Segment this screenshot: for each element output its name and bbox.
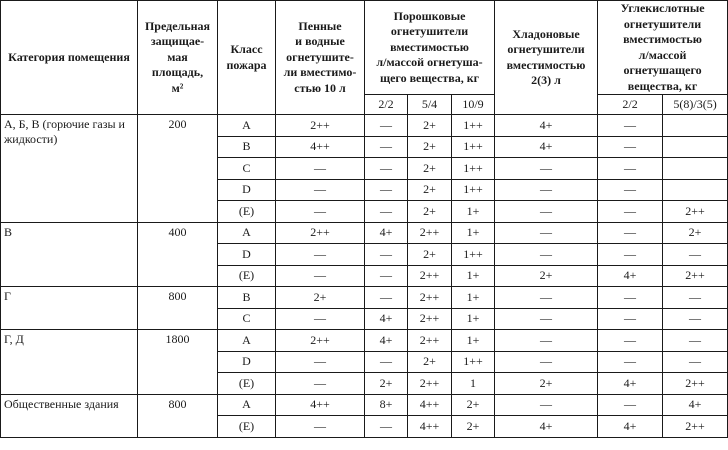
header-powder-line: л/массой огнетуша- xyxy=(376,55,483,70)
foam-cell: — xyxy=(276,158,365,180)
co2-5-3-cell: 2++ xyxy=(663,265,728,287)
foam-cell: — xyxy=(276,201,365,223)
freon-cell: — xyxy=(495,330,598,352)
powder-10-9-cell: 1++ xyxy=(452,179,495,201)
powder-5-4-cell: 2++ xyxy=(408,265,452,287)
foam-cell: — xyxy=(276,179,365,201)
foam-cell: — xyxy=(276,416,365,438)
freon-cell: 2+ xyxy=(495,265,598,287)
subheader-co2-2-2: 2/2 xyxy=(598,95,663,115)
co2-5-3-cell xyxy=(663,136,728,158)
header-co2 xyxy=(598,1,728,95)
powder-10-9-cell: 1++ xyxy=(452,115,495,137)
category-cell: А, Б, В (горючие газы и жидкости) xyxy=(1,115,138,223)
category-cell: В xyxy=(1,222,138,287)
subheader-co2-5-3: 5(8)/3(5) xyxy=(663,95,728,115)
fire-class-cell: D xyxy=(218,179,276,201)
header-powder-line: Порошковые xyxy=(393,8,466,23)
co2-2-2-cell: — xyxy=(598,287,663,309)
foam-cell: 2+ xyxy=(276,287,365,309)
powder-5-4-cell: 4++ xyxy=(408,394,452,416)
powder-5-4-cell: 2+ xyxy=(408,351,452,373)
powder-5-4-cell: 2++ xyxy=(408,222,452,244)
powder-2-2-cell: — xyxy=(365,244,408,266)
freon-cell: — xyxy=(495,308,598,330)
subheader-powder-10-9: 10/9 xyxy=(452,95,495,115)
powder-2-2-cell: — xyxy=(365,201,408,223)
foam-cell: 4++ xyxy=(276,136,365,158)
header-co2-line: вместимостью xyxy=(623,32,702,46)
freon-cell: — xyxy=(495,394,598,416)
powder-5-4-cell: 2++ xyxy=(408,287,452,309)
header-foam-line: Пенные xyxy=(298,18,342,33)
co2-2-2-cell: — xyxy=(598,308,663,330)
co2-5-3-cell: 2++ xyxy=(663,373,728,395)
foam-cell: — xyxy=(276,351,365,373)
co2-2-2-cell: — xyxy=(598,351,663,373)
co2-2-2-cell: — xyxy=(598,330,663,352)
co2-2-2-cell: — xyxy=(598,158,663,180)
co2-2-2-cell: 4+ xyxy=(598,265,663,287)
co2-5-3-cell: — xyxy=(663,308,728,330)
freon-cell: — xyxy=(495,351,598,373)
area-cell: 1800 xyxy=(138,330,218,395)
freon-cell: — xyxy=(495,222,598,244)
co2-5-3-cell xyxy=(663,179,728,201)
powder-2-2-cell: — xyxy=(365,416,408,438)
header-co2-line: огнетушащего xyxy=(623,63,702,77)
co2-2-2-cell: 4+ xyxy=(598,416,663,438)
area-cell: 800 xyxy=(138,287,218,330)
fire-class-cell: D xyxy=(218,244,276,266)
header-foam-line: ли вместимо- xyxy=(283,65,357,80)
header-powder-line: вместимостью xyxy=(390,39,469,54)
co2-5-3-cell: 2+ xyxy=(663,222,728,244)
freon-cell: — xyxy=(495,179,598,201)
freon-cell: — xyxy=(495,158,598,180)
table-row xyxy=(1,330,728,352)
fire-class-cell: (E) xyxy=(218,201,276,223)
table-body xyxy=(1,115,728,438)
powder-10-9-cell: 1++ xyxy=(452,244,495,266)
table-row xyxy=(1,115,728,137)
fire-class-cell: C xyxy=(218,308,276,330)
co2-5-3-cell: 4+ xyxy=(663,394,728,416)
foam-cell: — xyxy=(276,373,365,395)
fire-class-cell: (E) xyxy=(218,416,276,438)
category-cell: Общественные здания xyxy=(1,394,138,437)
header-foam-line: и водные xyxy=(295,34,345,49)
powder-10-9-cell: 1+ xyxy=(452,222,495,244)
powder-2-2-cell: — xyxy=(365,351,408,373)
header-powder-line: щего вещества, кг xyxy=(379,70,480,85)
header-freon-line: Хладоновые xyxy=(512,26,580,41)
co2-2-2-cell: — xyxy=(598,179,663,201)
powder-10-9-cell: 1+ xyxy=(452,201,495,223)
header-co2-line: л/массой xyxy=(638,47,687,62)
fire-class-cell: D xyxy=(218,351,276,373)
co2-2-2-cell: — xyxy=(598,115,663,137)
header-area-line: м² xyxy=(171,80,184,95)
subheader-powder-2-2: 2/2 xyxy=(365,95,408,115)
subheader-powder-5-4: 5/4 xyxy=(408,95,452,115)
table-row xyxy=(1,394,728,416)
category-cell: Г, Д xyxy=(1,330,138,395)
co2-5-3-cell: 2++ xyxy=(663,201,728,223)
powder-5-4-cell: 2+ xyxy=(408,158,452,180)
co2-2-2-cell: — xyxy=(598,394,663,416)
powder-5-4-cell: 4++ xyxy=(408,416,452,438)
category-cell: Г xyxy=(1,287,138,330)
header-area-line: Предельная xyxy=(144,18,211,33)
header-freon xyxy=(495,1,598,115)
powder-10-9-cell: 1+ xyxy=(452,287,495,309)
powder-10-9-cell: 1 xyxy=(452,373,495,395)
header-fire-class xyxy=(218,1,276,115)
header-area xyxy=(138,1,218,115)
header-co2-line: Углекислотные xyxy=(620,1,705,15)
freon-cell: — xyxy=(495,201,598,223)
co2-5-3-cell: — xyxy=(663,330,728,352)
foam-cell: — xyxy=(276,265,365,287)
powder-5-4-cell: 2+ xyxy=(408,244,452,266)
area-cell: 200 xyxy=(138,115,218,223)
powder-2-2-cell: 2+ xyxy=(365,373,408,395)
co2-5-3-cell: — xyxy=(663,351,728,373)
powder-5-4-cell: 2++ xyxy=(408,308,452,330)
co2-5-3-cell xyxy=(663,115,728,137)
table-row xyxy=(1,287,728,309)
powder-2-2-cell: — xyxy=(365,158,408,180)
table-row xyxy=(1,222,728,244)
foam-cell: 4++ xyxy=(276,394,365,416)
powder-2-2-cell: — xyxy=(365,287,408,309)
co2-5-3-cell: — xyxy=(663,244,728,266)
freon-cell: 4+ xyxy=(495,416,598,438)
powder-2-2-cell: 4+ xyxy=(365,308,408,330)
header-fire-class-line: пожара xyxy=(226,57,267,72)
freon-cell: — xyxy=(495,244,598,266)
header-co2-line: огнетушители xyxy=(623,16,702,31)
freon-cell: 2+ xyxy=(495,373,598,395)
powder-2-2-cell: — xyxy=(365,115,408,137)
header-fire-class-line: Класс xyxy=(230,42,263,56)
header-freon-line: вместимостью xyxy=(506,57,586,72)
foam-cell: — xyxy=(276,308,365,330)
fire-class-cell: A xyxy=(218,115,276,137)
powder-10-9-cell: 1+ xyxy=(452,265,495,287)
header-powder xyxy=(365,1,495,95)
freon-cell: 4+ xyxy=(495,115,598,137)
powder-2-2-cell: — xyxy=(365,179,408,201)
powder-10-9-cell: 1++ xyxy=(452,136,495,158)
fire-class-cell: B xyxy=(218,136,276,158)
powder-2-2-cell: 8+ xyxy=(365,394,408,416)
co2-5-3-cell: — xyxy=(663,287,728,309)
powder-10-9-cell: 1++ xyxy=(452,351,495,373)
co2-2-2-cell: — xyxy=(598,201,663,223)
powder-10-9-cell: 1+ xyxy=(452,308,495,330)
powder-2-2-cell: 4+ xyxy=(365,222,408,244)
area-cell: 800 xyxy=(138,394,218,437)
fire-class-cell: B xyxy=(218,287,276,309)
fire-class-cell: (E) xyxy=(218,373,276,395)
co2-2-2-cell: — xyxy=(598,136,663,158)
header-freon-line: 2(3) л xyxy=(531,73,561,87)
powder-5-4-cell: 2+ xyxy=(408,201,452,223)
header-area-line: мая xyxy=(167,49,188,64)
powder-2-2-cell: 4+ xyxy=(365,330,408,352)
header-freon-line: огнетушители xyxy=(507,42,585,56)
co2-2-2-cell: — xyxy=(598,244,663,266)
foam-cell: 2++ xyxy=(276,222,365,244)
powder-5-4-cell: 2+ xyxy=(408,136,452,158)
foam-cell: — xyxy=(276,244,365,266)
foam-cell: 2++ xyxy=(276,115,365,137)
powder-5-4-cell: 2++ xyxy=(408,330,452,352)
area-cell: 400 xyxy=(138,222,218,287)
header-area-line: площадь, xyxy=(151,65,204,80)
powder-10-9-cell: 1+ xyxy=(452,330,495,352)
header-powder-line: огнетушители xyxy=(390,24,469,39)
fire-class-cell: A xyxy=(218,330,276,352)
powder-2-2-cell: — xyxy=(365,265,408,287)
powder-10-9-cell: 2+ xyxy=(452,394,495,416)
header-foam xyxy=(276,1,365,115)
header-category: Категория помещения xyxy=(1,1,138,115)
powder-2-2-cell: — xyxy=(365,136,408,158)
header-foam-line: огнетушите- xyxy=(286,49,354,64)
header-area-line: защищае- xyxy=(150,34,205,49)
header-co2-line: вещества, кг xyxy=(627,78,698,93)
freon-cell: — xyxy=(495,287,598,309)
co2-5-3-cell xyxy=(663,158,728,180)
fire-class-cell: A xyxy=(218,222,276,244)
co2-2-2-cell: 4+ xyxy=(598,373,663,395)
freon-cell: 4+ xyxy=(495,136,598,158)
co2-2-2-cell: — xyxy=(598,222,663,244)
powder-5-4-cell: 2+ xyxy=(408,179,452,201)
powder-10-9-cell: 2+ xyxy=(452,416,495,438)
co2-5-3-cell: 2++ xyxy=(663,416,728,438)
powder-10-9-cell: 1++ xyxy=(452,158,495,180)
fire-class-cell: A xyxy=(218,394,276,416)
foam-cell: 2++ xyxy=(276,330,365,352)
powder-5-4-cell: 2++ xyxy=(408,373,452,395)
fire-class-cell: (E) xyxy=(218,265,276,287)
header-foam-line: стью 10 л xyxy=(294,80,346,95)
powder-5-4-cell: 2+ xyxy=(408,115,452,137)
fire-class-cell: C xyxy=(218,158,276,180)
